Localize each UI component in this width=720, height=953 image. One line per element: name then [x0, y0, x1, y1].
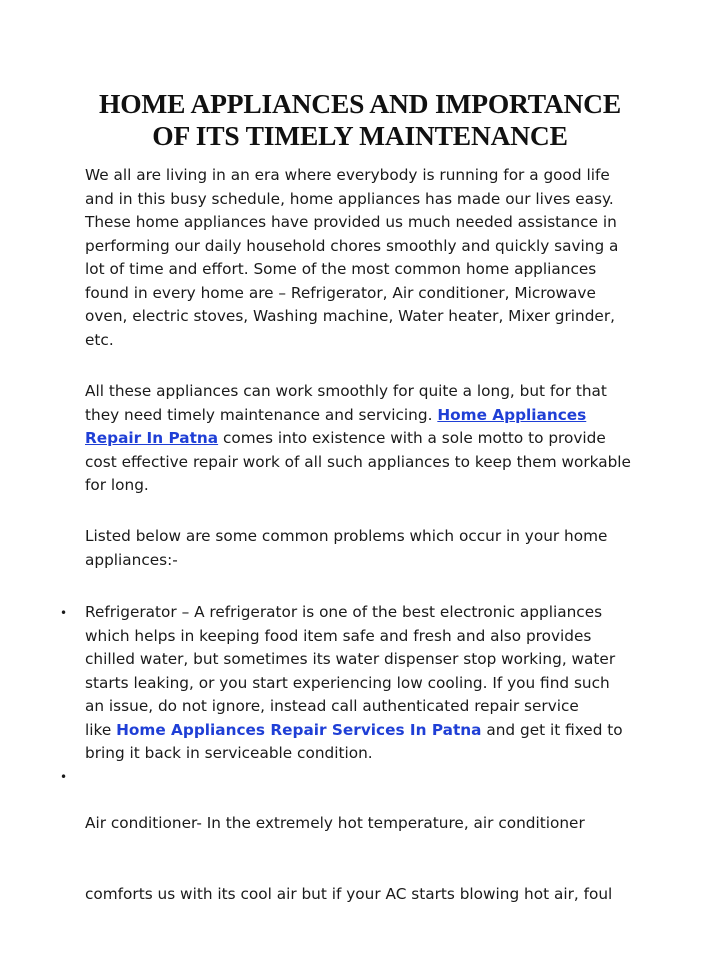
maintenance-paragraph — [85, 380, 645, 498]
paragraph-line: cost effective repair work of all such appliances to keep them workable — [85, 452, 631, 471]
paragraph-text: they need timely maintenance and servicing. — [85, 405, 438, 424]
list-item-line — [85, 719, 645, 743]
home-appliances-repair-link-part2[interactable]: Repair In Patna — [85, 429, 219, 447]
paragraph-line: These home appliances have provided us much needed assistance in — [85, 213, 617, 231]
home-appliances-repair-link-part1[interactable]: Home Appliances — [437, 405, 587, 424]
bullet-icon: • — [60, 770, 68, 784]
list-item-line: chilled water, but sometimes its water dispenser stop working, water — [85, 650, 616, 668]
list-item-line: Refrigerator – A refrigerator is one of the best electronic appliances — [85, 603, 603, 621]
paragraph-line: All these appliances can work smoothly for quite a long, but for that — [85, 382, 607, 400]
home-appliances-repair-services-link[interactable]: Home Appliances Repair Services In Patna — [116, 720, 482, 739]
paragraph-line: found in every home are – Refrigerator, Air conditioner, Microwave — [85, 283, 596, 302]
list-item-text: like — [85, 720, 117, 739]
title-line-2: OF ITS TIMELY MAINTENANCE — [152, 120, 568, 151]
title-line-1: HOME APPLIANCES AND IMPORTANCE — [99, 88, 621, 119]
list-item-line: starts leaking, or you start experiencing low cooling. If you find such — [85, 673, 610, 692]
intro-paragraph — [85, 164, 645, 352]
list-item-line: comforts us with its cool air but if your AC starts blowing hot air, foul — [85, 884, 613, 903]
paragraph-line: and in this busy schedule, home appliances has made our lives easy. — [85, 189, 614, 208]
paragraph-line: oven, electric stoves, Washing machine, Water heater, Mixer grinder, — [85, 307, 615, 325]
paragraph-line: performing our daily household chores smoothly and quickly saving a — [85, 236, 619, 255]
paragraph-line: appliances:- — [85, 550, 178, 569]
paragraph-line: etc. — [85, 330, 114, 349]
paragraph-line: lot of time and effort. Some of the most common home appliances — [85, 260, 597, 278]
paragraph-line: Listed below are some common problems which occur in your home — [85, 527, 608, 545]
list-item-line: an issue, do not ignore, instead call authenticated repair service — [85, 697, 579, 715]
paragraph-text: comes into existence with a sole motto to provide — [218, 429, 606, 447]
list-item-air-conditioner — [85, 765, 645, 953]
list-item-line: which helps in keeping food item safe and fresh and also provides — [85, 626, 592, 645]
paragraph-line: We all are living in an era where everybody is running for a good life — [85, 166, 610, 184]
paragraph-line — [85, 427, 645, 451]
paragraph-line: for long. — [85, 476, 149, 494]
list-item-text: and get it fixed to — [481, 720, 623, 739]
list-item-line: bring it back in serviceable condition. — [85, 744, 373, 762]
document-title — [60, 88, 660, 152]
list-item-line: Air conditioner- In the extremely hot temperature, air conditioner — [85, 814, 585, 832]
list-item-refrigerator — [85, 601, 645, 766]
bullet-icon: • — [60, 606, 68, 620]
list-intro-paragraph — [85, 525, 645, 572]
paragraph-line — [85, 404, 645, 428]
